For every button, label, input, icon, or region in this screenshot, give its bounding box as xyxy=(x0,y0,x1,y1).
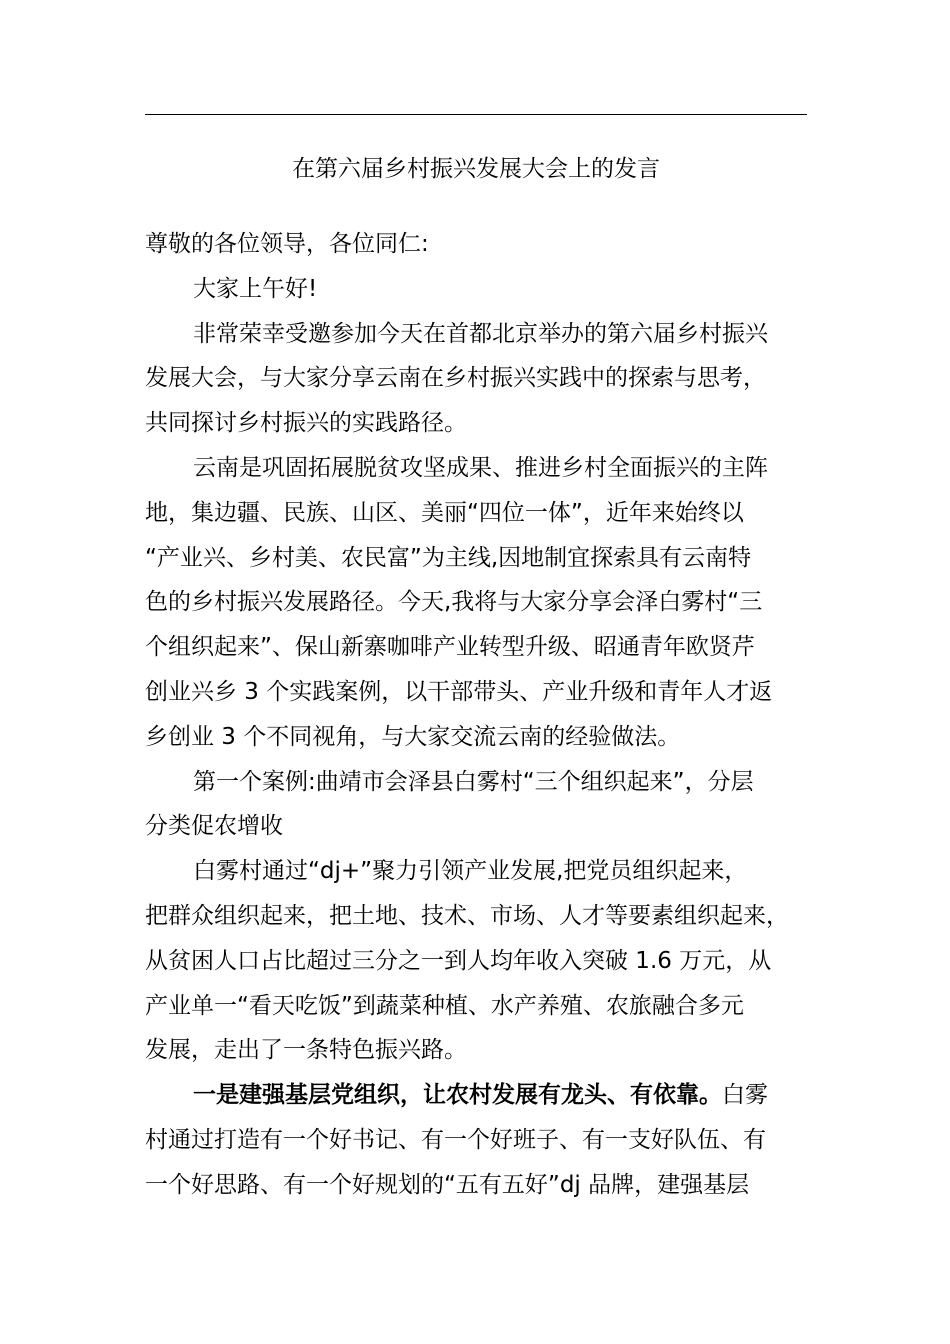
paragraph-line: 村通过打造有一个好书记、有一个好班子、有一支好队伍、有 xyxy=(145,1126,766,1153)
paragraph-line: 发展，走出了一条特色振兴路。 xyxy=(145,1037,467,1064)
paragraph-line: 产业单一“看天吃饭”到蔬菜种植、水产养殖、农旅融合多元 xyxy=(145,992,744,1019)
paragraph-line: 色的乡村振兴发展路径。今天,我将与大家分享会泽白雾村“三 xyxy=(145,589,763,616)
paragraph-line: 从贫困人口占比超过三分之一到人均年收入突破 1.6 万元，从 xyxy=(145,947,772,974)
document-body xyxy=(145,222,825,1208)
point-line xyxy=(145,1073,825,1118)
point-text: 白雾 xyxy=(722,1082,768,1109)
case-heading-line: 第一个案例:曲靖市会泽县白雾村“三个组织起来”，分层 xyxy=(193,768,754,795)
paragraph-line: “产业兴、乡村美、农民富”为主线,因地制宜探索具有云南特 xyxy=(145,544,752,571)
paragraph-line: 一个好思路、有一个好规划的“五有五好”dj 品牌，建强基层 xyxy=(145,1171,750,1198)
paragraph-line: 非常荣幸受邀参加今天在首都北京举办的第六届乡村振兴 xyxy=(193,320,768,347)
paragraph-line: 发展大会，与大家分享云南在乡村振兴实践中的探索与思考， xyxy=(145,365,766,392)
header-rule xyxy=(145,114,807,115)
paragraph-line: 共同探讨乡村振兴的实践路径。 xyxy=(145,410,467,437)
paragraph-line: 地，集边疆、民族、山区、美丽“四位一体”，近年来始终以 xyxy=(145,499,744,526)
greeting: 大家上午好! xyxy=(193,275,318,302)
paragraph-line: 创业兴乡 3 个实践案例，以干部带头、产业升级和青年人才返 xyxy=(145,678,773,705)
paragraph-line: 云南是巩固拓展脱贫攻坚成果、推进乡村全面振兴的主阵 xyxy=(193,454,768,481)
document-title: 在第六届乡村振兴发展大会上的发言 xyxy=(292,156,660,182)
paragraph-line: 白雾村通过“dj+”聚力引领产业发展,把党员组织起来， xyxy=(193,858,748,885)
salutation: 尊敬的各位领导，各位同仁: xyxy=(145,231,429,257)
paragraph-line: 个组织起来”、保山新寨咖啡产业转型升级、昭通青年欧贤芹 xyxy=(145,634,755,661)
case-heading-line: 分类促农增收 xyxy=(145,813,283,840)
point-heading: 一是建强基层党组织，让农村发展有龙头、有依靠。 xyxy=(193,1082,722,1109)
paragraph-line: 把群众组织起来，把土地、技术、市场、人才等要素组织起来， xyxy=(145,902,789,929)
paragraph-line: 乡创业 3 个不同视角，与大家交流云南的经验做法。 xyxy=(145,723,681,750)
